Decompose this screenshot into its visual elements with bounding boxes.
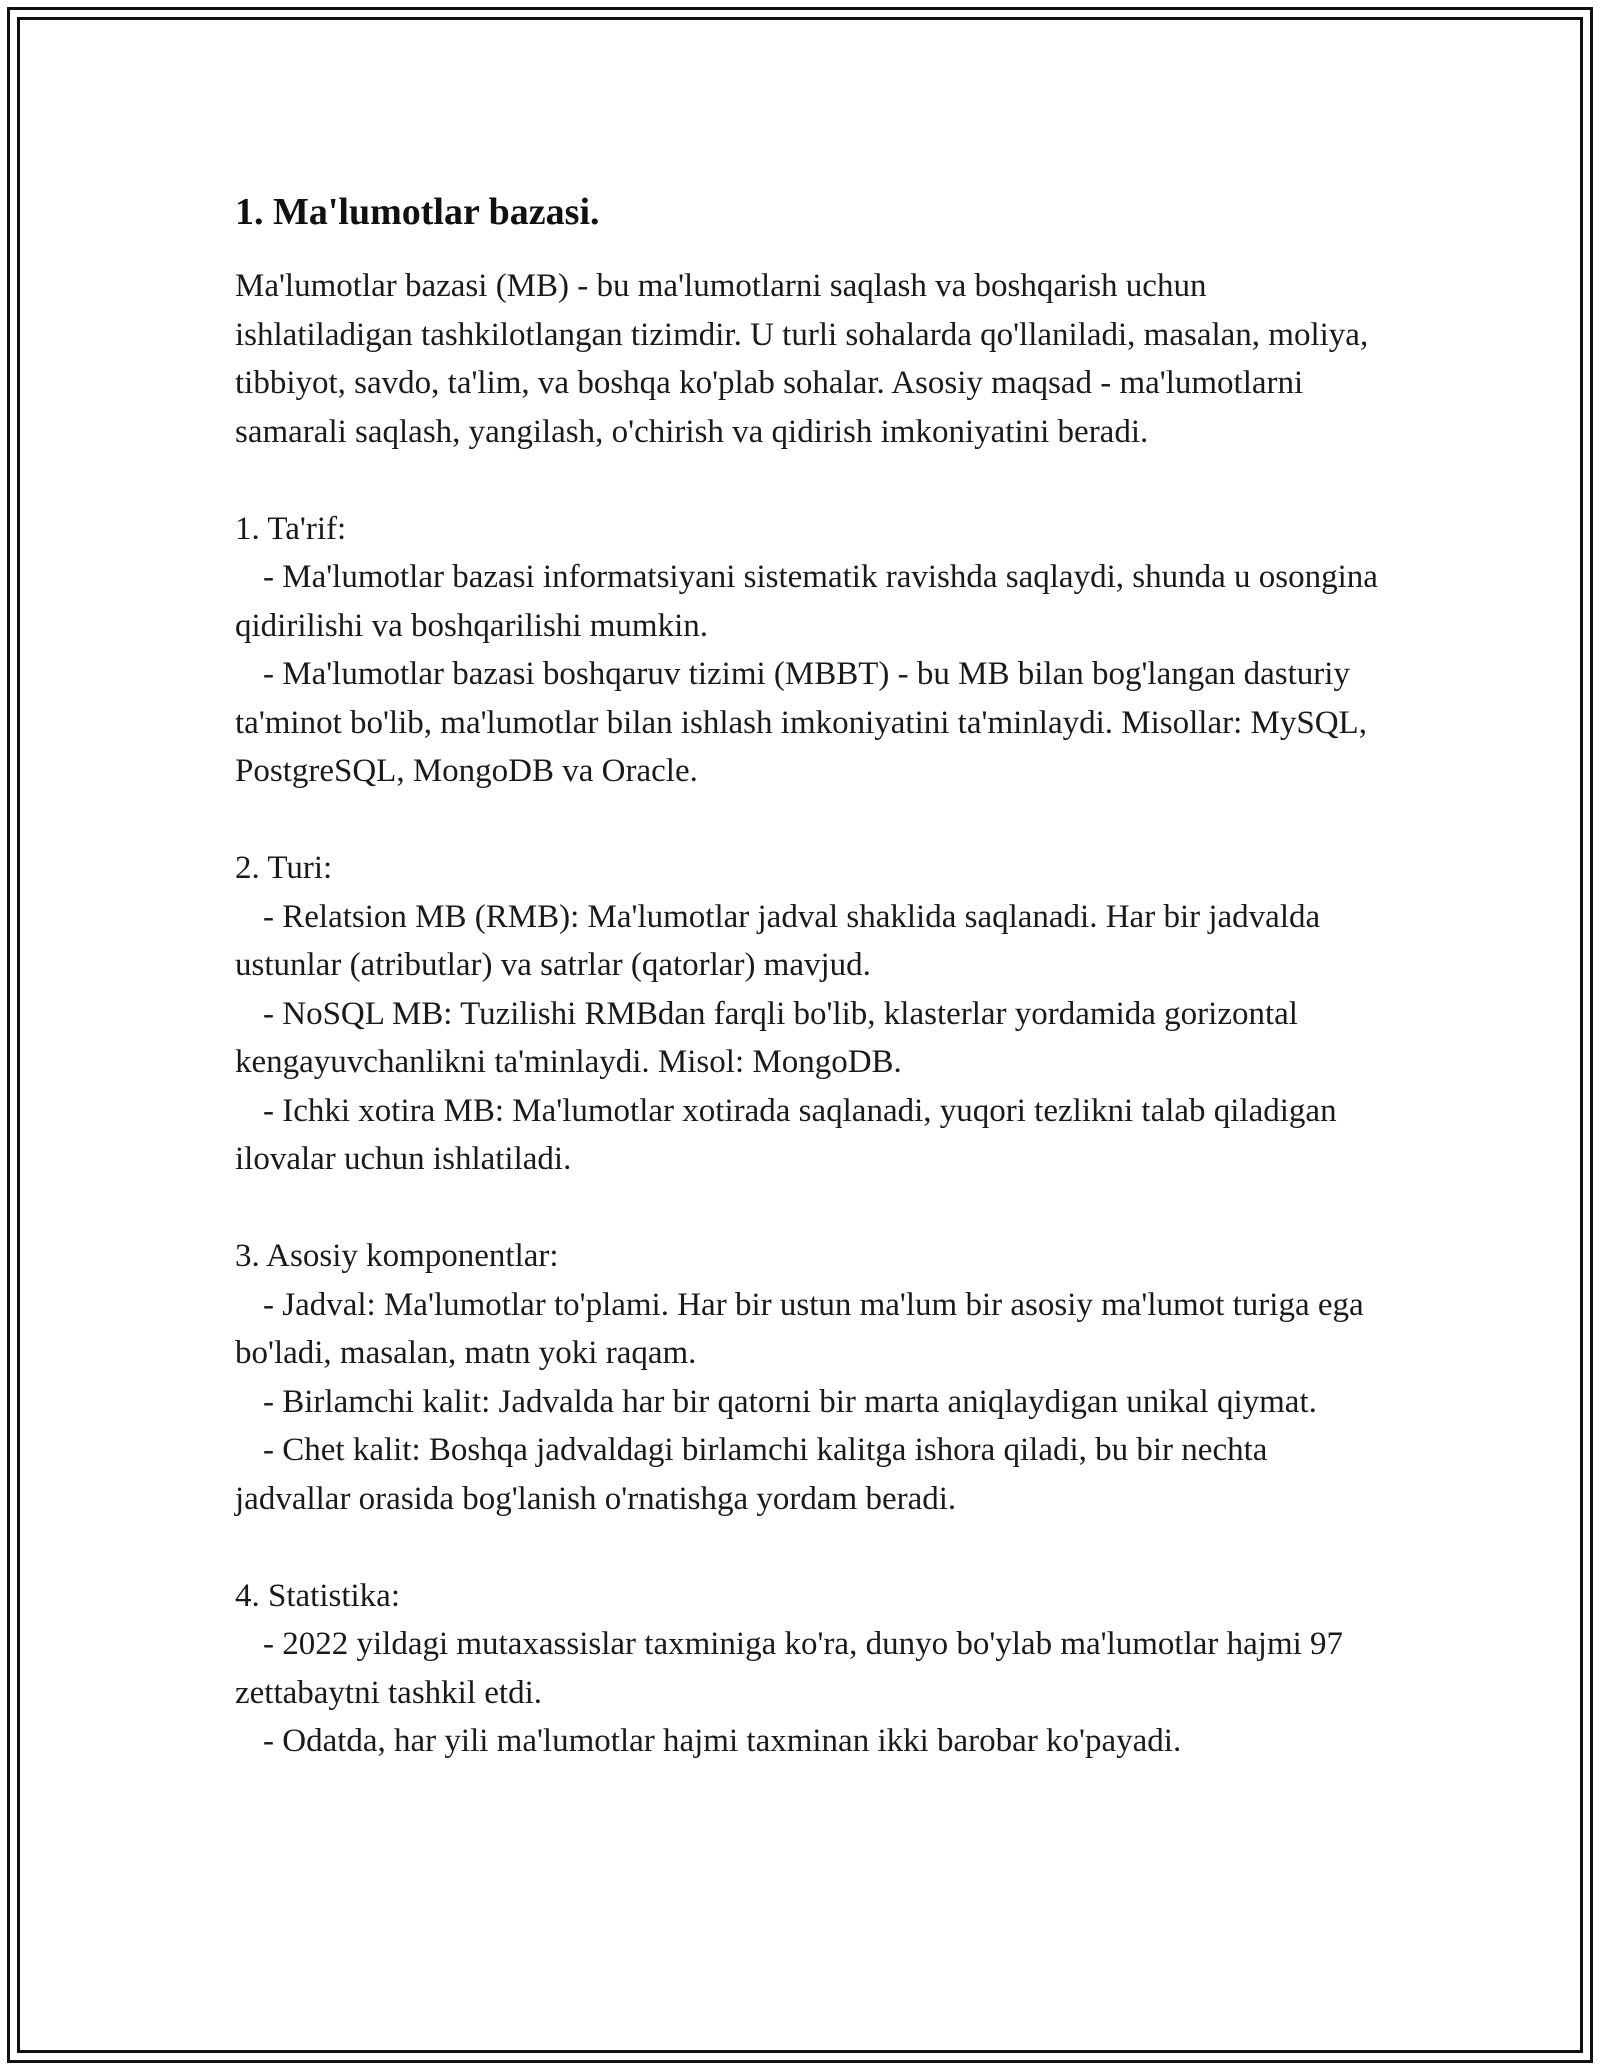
bullet-item: - Birlamchi kalit: Jadvalda har bir qatorni bir marta aniqlaydigan unikal qiymat. xyxy=(263,1383,1317,1420)
bullet-item: - Odatda, har yili ma'lumotlar hajmi taxminan ikki barobar ko'payadi. xyxy=(263,1723,1182,1759)
section-asosiy-komponentlar xyxy=(235,1232,1385,1523)
section-heading: 4. Statistika: xyxy=(235,1577,400,1614)
section-statistika xyxy=(235,1572,1385,1766)
section-heading: 3. Asosiy komponentlar: xyxy=(235,1238,559,1274)
bullet-item: - Chet kalit: Boshqa jadvaldagi birlamchi kalitga ishora qiladi, bu bir nechta jadvallar orasida bog'lanish o'rnatishga yordam beradi. xyxy=(235,1432,1268,1517)
section-turi xyxy=(235,844,1385,1184)
bullet-item: - Ma'lumotlar bazasi informatsiyani sistematik ravishda saqlaydi, shunda u osongina qidirilishi va boshqarilishi mumkin. xyxy=(235,559,1378,644)
section-tarif xyxy=(235,505,1385,796)
section-heading: 2. Turi: xyxy=(235,850,333,886)
bullet-item: - Ichki xotira MB: Ma'lumotlar xotirada saqlanadi, yuqori tezlikni talab qiladigan ilovalar uchun ishlatiladi. xyxy=(235,1092,1337,1177)
bullet-item: - Jadval: Ma'lumotlar to'plami. Har bir ustun ma'lum bir asosiy ma'lumot turiga ega bo'ladi, masalan, matn yoki raqam. xyxy=(235,1286,1364,1371)
bullet-item: - NoSQL MB: Tuzilishi RMBdan farqli bo'lib, klasterlar yordamida gorizontal kengayuvchanlikni ta'minlaydi. Misol: MongoDB. xyxy=(235,995,1298,1080)
intro-paragraph: Ma'lumotlar bazasi (MB) - bu ma'lumotlarni saqlash va boshqarish uchun ishlatiladigan tashkilotlangan tizimdir. U turli sohalarda qo'llaniladi, masalan, moliya, tibbiyot, savdo, ta'lim, va boshqa ko'plab sohalar. Asosiy maqsad - ma'lumotlarni samarali saqlash, yangilash, o'chirish va qidirish imkoniyatini beradi. xyxy=(235,268,1369,450)
bullet-item: - 2022 yildagi mutaxassislar taxminiga ko'ra, dunyo bo'ylab ma'lumotlar hajmi 97 zettabaytni tashkil etdi. xyxy=(235,1626,1344,1711)
document-title: 1. Ma'lumotlar bazasi. xyxy=(235,191,600,233)
section-heading: 1. Ta'rif: xyxy=(235,510,347,547)
document-body xyxy=(235,188,1385,1766)
bullet-item: - Relatsion MB (RMB): Ma'lumotlar jadval shaklida saqlanadi. Har bir jadvalda ustunlar (atributlar) va satrlar (qatorlar) mavjud. xyxy=(235,898,1321,983)
bullet-item: - Ma'lumotlar bazasi boshqaruv tizimi (MBBT) - bu MB bilan bog'langan dasturiy ta'minot bo'lib, ma'lumotlar bilan ishlash imkoniyatini ta'minlaydi. Misollar: MySQL, PostgreSQL, MongoDB va Oracle. xyxy=(235,656,1367,789)
